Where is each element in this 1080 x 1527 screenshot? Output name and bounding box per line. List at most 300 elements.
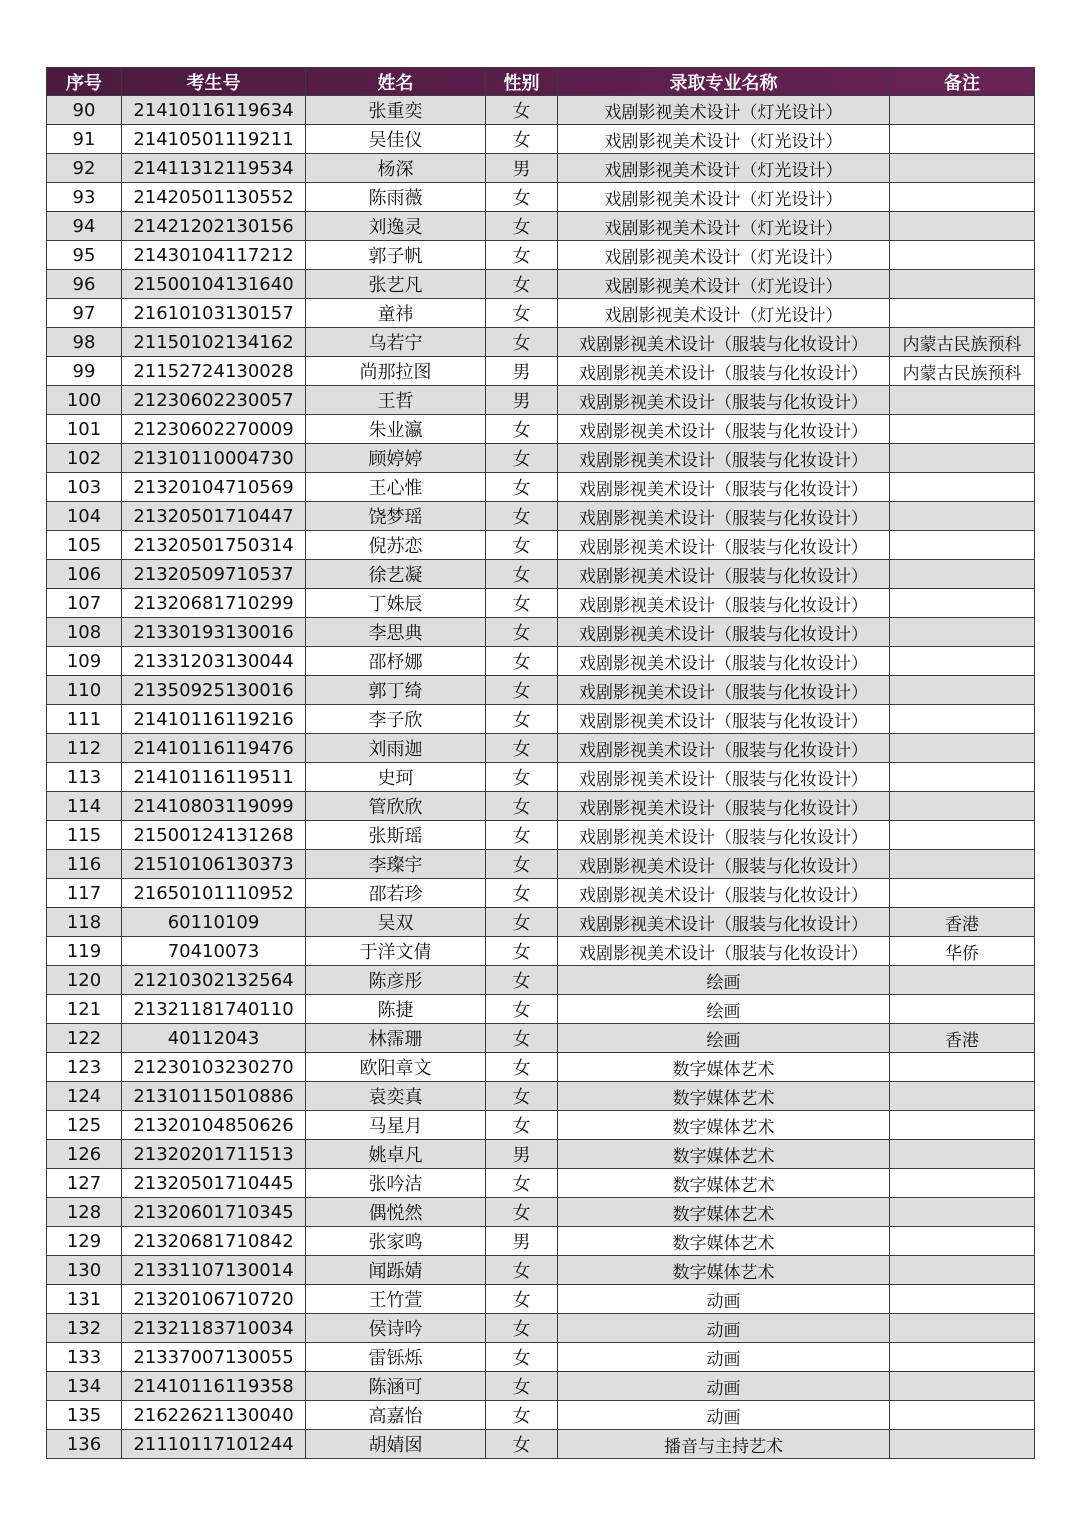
cell-gender: 女 bbox=[486, 560, 558, 589]
table-row bbox=[47, 386, 1035, 415]
cell-name: 张吟洁 bbox=[306, 1169, 486, 1198]
cell-major: 动画 bbox=[558, 1401, 890, 1430]
cell-remark bbox=[890, 792, 1035, 821]
cell-seq: 123 bbox=[47, 1053, 122, 1082]
cell-gender: 女 bbox=[486, 1198, 558, 1227]
cell-gender: 女 bbox=[486, 444, 558, 473]
table-row bbox=[47, 1430, 1035, 1459]
cell-major: 数字媒体艺术 bbox=[558, 1053, 890, 1082]
cell-gender: 男 bbox=[486, 357, 558, 386]
cell-name: 陈彦彤 bbox=[306, 966, 486, 995]
cell-gender: 女 bbox=[486, 125, 558, 154]
cell-name: 侯诗吟 bbox=[306, 1314, 486, 1343]
cell-exam-id: 21320601710345 bbox=[122, 1198, 306, 1227]
cell-remark bbox=[890, 1372, 1035, 1401]
cell-major: 戏剧影视美术设计（服装与化妆设计） bbox=[558, 763, 890, 792]
cell-name: 姚卓凡 bbox=[306, 1140, 486, 1169]
cell-gender: 女 bbox=[486, 1401, 558, 1430]
cell-name: 朱业瀛 bbox=[306, 415, 486, 444]
table-row bbox=[47, 995, 1035, 1024]
cell-remark bbox=[890, 676, 1035, 705]
cell-remark: 华侨 bbox=[890, 937, 1035, 966]
cell-gender: 女 bbox=[486, 995, 558, 1024]
cell-major: 戏剧影视美术设计（服装与化妆设计） bbox=[558, 879, 890, 908]
cell-exam-id: 21230602230057 bbox=[122, 386, 306, 415]
cell-exam-id: 21350925130016 bbox=[122, 676, 306, 705]
cell-name: 倪苏恋 bbox=[306, 531, 486, 560]
cell-exam-id: 21420501130552 bbox=[122, 183, 306, 212]
header-gender: 性别 bbox=[486, 68, 558, 96]
cell-major: 戏剧影视美术设计（服装与化妆设计） bbox=[558, 386, 890, 415]
table-row bbox=[47, 212, 1035, 241]
table-row bbox=[47, 1227, 1035, 1256]
table-row bbox=[47, 1111, 1035, 1140]
table-row bbox=[47, 96, 1035, 125]
cell-exam-id: 40112043 bbox=[122, 1024, 306, 1053]
cell-seq: 124 bbox=[47, 1082, 122, 1111]
cell-gender: 女 bbox=[486, 96, 558, 125]
cell-gender: 女 bbox=[486, 705, 558, 734]
cell-gender: 女 bbox=[486, 763, 558, 792]
cell-seq: 102 bbox=[47, 444, 122, 473]
cell-exam-id: 21152724130028 bbox=[122, 357, 306, 386]
cell-gender: 男 bbox=[486, 386, 558, 415]
table-body bbox=[47, 96, 1035, 1459]
table-row bbox=[47, 734, 1035, 763]
cell-exam-id: 21320681710299 bbox=[122, 589, 306, 618]
cell-exam-id: 21230103230270 bbox=[122, 1053, 306, 1082]
cell-name: 张艺凡 bbox=[306, 270, 486, 299]
cell-exam-id: 21320501710447 bbox=[122, 502, 306, 531]
cell-name: 乌若宁 bbox=[306, 328, 486, 357]
cell-name: 尚那拉图 bbox=[306, 357, 486, 386]
cell-major: 戏剧影视美术设计（服装与化妆设计） bbox=[558, 560, 890, 589]
table-row bbox=[47, 415, 1035, 444]
header-major: 录取专业名称 bbox=[558, 68, 890, 96]
cell-seq: 103 bbox=[47, 473, 122, 502]
cell-name: 李子欣 bbox=[306, 705, 486, 734]
table-row bbox=[47, 299, 1035, 328]
cell-seq: 117 bbox=[47, 879, 122, 908]
cell-seq: 126 bbox=[47, 1140, 122, 1169]
cell-major: 戏剧影视美术设计（服装与化妆设计） bbox=[558, 850, 890, 879]
table-header-row bbox=[47, 68, 1035, 96]
table-row bbox=[47, 357, 1035, 386]
cell-remark bbox=[890, 1169, 1035, 1198]
cell-exam-id: 21410116119476 bbox=[122, 734, 306, 763]
cell-remark bbox=[890, 241, 1035, 270]
cell-gender: 男 bbox=[486, 154, 558, 183]
cell-remark bbox=[890, 96, 1035, 125]
cell-seq: 97 bbox=[47, 299, 122, 328]
cell-gender: 男 bbox=[486, 1140, 558, 1169]
cell-major: 数字媒体艺术 bbox=[558, 1227, 890, 1256]
cell-major: 戏剧影视美术设计（服装与化妆设计） bbox=[558, 357, 890, 386]
cell-remark bbox=[890, 763, 1035, 792]
cell-major: 戏剧影视美术设计（服装与化妆设计） bbox=[558, 328, 890, 357]
cell-seq: 98 bbox=[47, 328, 122, 357]
cell-major: 戏剧影视美术设计（服装与化妆设计） bbox=[558, 821, 890, 850]
cell-remark bbox=[890, 618, 1035, 647]
cell-remark bbox=[890, 1198, 1035, 1227]
cell-remark bbox=[890, 1401, 1035, 1430]
cell-major: 数字媒体艺术 bbox=[558, 1169, 890, 1198]
cell-seq: 108 bbox=[47, 618, 122, 647]
cell-exam-id: 21320201711513 bbox=[122, 1140, 306, 1169]
cell-name: 胡婧囡 bbox=[306, 1430, 486, 1459]
cell-gender: 女 bbox=[486, 270, 558, 299]
cell-major: 动画 bbox=[558, 1343, 890, 1372]
cell-exam-id: 21410803119099 bbox=[122, 792, 306, 821]
cell-gender: 女 bbox=[486, 647, 558, 676]
header-seq: 序号 bbox=[47, 68, 122, 96]
cell-exam-id: 21411312119534 bbox=[122, 154, 306, 183]
cell-name: 闻跞婧 bbox=[306, 1256, 486, 1285]
cell-gender: 女 bbox=[486, 618, 558, 647]
cell-major: 戏剧影视美术设计（灯光设计） bbox=[558, 96, 890, 125]
table-row bbox=[47, 444, 1035, 473]
cell-gender: 女 bbox=[486, 328, 558, 357]
cell-name: 陈雨薇 bbox=[306, 183, 486, 212]
cell-major: 戏剧影视美术设计（服装与化妆设计） bbox=[558, 589, 890, 618]
cell-major: 戏剧影视美术设计（服装与化妆设计） bbox=[558, 705, 890, 734]
table-row bbox=[47, 1198, 1035, 1227]
table-row bbox=[47, 125, 1035, 154]
cell-seq: 105 bbox=[47, 531, 122, 560]
cell-major: 戏剧影视美术设计（灯光设计） bbox=[558, 154, 890, 183]
table-row bbox=[47, 183, 1035, 212]
cell-gender: 女 bbox=[486, 966, 558, 995]
cell-remark bbox=[890, 502, 1035, 531]
cell-gender: 女 bbox=[486, 821, 558, 850]
cell-major: 戏剧影视美术设计（服装与化妆设计） bbox=[558, 502, 890, 531]
cell-remark bbox=[890, 299, 1035, 328]
cell-seq: 94 bbox=[47, 212, 122, 241]
cell-remark bbox=[890, 1140, 1035, 1169]
cell-seq: 95 bbox=[47, 241, 122, 270]
cell-exam-id: 21500124131268 bbox=[122, 821, 306, 850]
cell-major: 绘画 bbox=[558, 995, 890, 1024]
cell-remark bbox=[890, 415, 1035, 444]
cell-remark: 香港 bbox=[890, 1024, 1035, 1053]
header-exam-id: 考生号 bbox=[122, 68, 306, 96]
cell-seq: 120 bbox=[47, 966, 122, 995]
table-row bbox=[47, 1256, 1035, 1285]
cell-gender: 女 bbox=[486, 589, 558, 618]
cell-name: 刘雨迦 bbox=[306, 734, 486, 763]
cell-gender: 女 bbox=[486, 1053, 558, 1082]
cell-exam-id: 21410116119511 bbox=[122, 763, 306, 792]
table-row bbox=[47, 560, 1035, 589]
table-row bbox=[47, 1169, 1035, 1198]
cell-exam-id: 21320104850626 bbox=[122, 1111, 306, 1140]
cell-name: 管欣欣 bbox=[306, 792, 486, 821]
cell-exam-id: 21330193130016 bbox=[122, 618, 306, 647]
cell-name: 高嘉怡 bbox=[306, 1401, 486, 1430]
cell-major: 戏剧影视美术设计（灯光设计） bbox=[558, 183, 890, 212]
cell-exam-id: 21320104710569 bbox=[122, 473, 306, 502]
cell-remark bbox=[890, 1285, 1035, 1314]
cell-exam-id: 21410116119358 bbox=[122, 1372, 306, 1401]
cell-exam-id: 21210302132564 bbox=[122, 966, 306, 995]
table-row bbox=[47, 1140, 1035, 1169]
cell-name: 刘逸灵 bbox=[306, 212, 486, 241]
cell-gender: 女 bbox=[486, 1314, 558, 1343]
cell-seq: 116 bbox=[47, 850, 122, 879]
cell-exam-id: 21510106130373 bbox=[122, 850, 306, 879]
cell-major: 数字媒体艺术 bbox=[558, 1082, 890, 1111]
cell-remark bbox=[890, 154, 1035, 183]
cell-gender: 女 bbox=[486, 1343, 558, 1372]
cell-remark bbox=[890, 850, 1035, 879]
cell-major: 动画 bbox=[558, 1285, 890, 1314]
cell-remark bbox=[890, 1227, 1035, 1256]
cell-seq: 119 bbox=[47, 937, 122, 966]
cell-gender: 女 bbox=[486, 531, 558, 560]
cell-major: 绘画 bbox=[558, 966, 890, 995]
cell-exam-id: 21622621130040 bbox=[122, 1401, 306, 1430]
cell-seq: 128 bbox=[47, 1198, 122, 1227]
cell-exam-id: 21410116119634 bbox=[122, 96, 306, 125]
cell-major: 戏剧影视美术设计（服装与化妆设计） bbox=[558, 444, 890, 473]
cell-seq: 92 bbox=[47, 154, 122, 183]
cell-exam-id: 21320501710445 bbox=[122, 1169, 306, 1198]
table-row bbox=[47, 241, 1035, 270]
cell-exam-id: 21230602270009 bbox=[122, 415, 306, 444]
cell-gender: 女 bbox=[486, 908, 558, 937]
cell-exam-id: 21331107130014 bbox=[122, 1256, 306, 1285]
cell-remark bbox=[890, 1111, 1035, 1140]
cell-major: 戏剧影视美术设计（灯光设计） bbox=[558, 270, 890, 299]
cell-major: 动画 bbox=[558, 1372, 890, 1401]
cell-name: 童祎 bbox=[306, 299, 486, 328]
table-row bbox=[47, 937, 1035, 966]
cell-exam-id: 21410501119211 bbox=[122, 125, 306, 154]
cell-seq: 90 bbox=[47, 96, 122, 125]
cell-remark bbox=[890, 1053, 1035, 1082]
cell-name: 陈涵可 bbox=[306, 1372, 486, 1401]
cell-name: 雷铄烁 bbox=[306, 1343, 486, 1372]
cell-remark: 香港 bbox=[890, 908, 1035, 937]
cell-name: 郭子帆 bbox=[306, 241, 486, 270]
cell-name: 王竹萱 bbox=[306, 1285, 486, 1314]
cell-major: 戏剧影视美术设计（服装与化妆设计） bbox=[558, 937, 890, 966]
cell-name: 王哲 bbox=[306, 386, 486, 415]
cell-major: 数字媒体艺术 bbox=[558, 1256, 890, 1285]
table-row bbox=[47, 1082, 1035, 1111]
cell-seq: 112 bbox=[47, 734, 122, 763]
table-row bbox=[47, 1372, 1035, 1401]
cell-exam-id: 21321181740110 bbox=[122, 995, 306, 1024]
cell-seq: 127 bbox=[47, 1169, 122, 1198]
table-row bbox=[47, 676, 1035, 705]
cell-exam-id: 21410116119216 bbox=[122, 705, 306, 734]
cell-exam-id: 21337007130055 bbox=[122, 1343, 306, 1372]
cell-exam-id: 21320681710842 bbox=[122, 1227, 306, 1256]
cell-name: 吴双 bbox=[306, 908, 486, 937]
cell-gender: 女 bbox=[486, 937, 558, 966]
cell-major: 戏剧影视美术设计（服装与化妆设计） bbox=[558, 792, 890, 821]
cell-major: 戏剧影视美术设计（服装与化妆设计） bbox=[558, 473, 890, 502]
cell-gender: 女 bbox=[486, 1082, 558, 1111]
cell-name: 张斯瑶 bbox=[306, 821, 486, 850]
header-name: 姓名 bbox=[306, 68, 486, 96]
cell-exam-id: 21320501750314 bbox=[122, 531, 306, 560]
table-row bbox=[47, 647, 1035, 676]
table-row bbox=[47, 154, 1035, 183]
cell-remark bbox=[890, 879, 1035, 908]
table-row bbox=[47, 1024, 1035, 1053]
cell-major: 绘画 bbox=[558, 1024, 890, 1053]
cell-seq: 115 bbox=[47, 821, 122, 850]
cell-seq: 91 bbox=[47, 125, 122, 154]
cell-seq: 132 bbox=[47, 1314, 122, 1343]
table-row bbox=[47, 1343, 1035, 1372]
cell-remark bbox=[890, 734, 1035, 763]
cell-remark: 内蒙古民族预科 bbox=[890, 328, 1035, 357]
cell-remark bbox=[890, 386, 1035, 415]
cell-major: 戏剧影视美术设计（服装与化妆设计） bbox=[558, 415, 890, 444]
table-row bbox=[47, 1285, 1035, 1314]
cell-major: 动画 bbox=[558, 1314, 890, 1343]
cell-gender: 女 bbox=[486, 415, 558, 444]
cell-major: 戏剧影视美术设计（服装与化妆设计） bbox=[558, 908, 890, 937]
table-row bbox=[47, 1314, 1035, 1343]
cell-major: 戏剧影视美术设计（服装与化妆设计） bbox=[558, 676, 890, 705]
cell-gender: 男 bbox=[486, 1227, 558, 1256]
cell-remark bbox=[890, 183, 1035, 212]
cell-seq: 135 bbox=[47, 1401, 122, 1430]
cell-seq: 99 bbox=[47, 357, 122, 386]
cell-seq: 129 bbox=[47, 1227, 122, 1256]
cell-exam-id: 21500104131640 bbox=[122, 270, 306, 299]
cell-name: 杨深 bbox=[306, 154, 486, 183]
table-row bbox=[47, 473, 1035, 502]
cell-exam-id: 21320106710720 bbox=[122, 1285, 306, 1314]
cell-major: 戏剧影视美术设计（灯光设计） bbox=[558, 241, 890, 270]
table-row bbox=[47, 763, 1035, 792]
table-row bbox=[47, 908, 1035, 937]
table-row bbox=[47, 879, 1035, 908]
cell-name: 丁姝辰 bbox=[306, 589, 486, 618]
cell-remark bbox=[890, 1343, 1035, 1372]
table-row bbox=[47, 328, 1035, 357]
cell-seq: 93 bbox=[47, 183, 122, 212]
cell-gender: 女 bbox=[486, 241, 558, 270]
cell-name: 邵杼娜 bbox=[306, 647, 486, 676]
cell-name: 于洋文倩 bbox=[306, 937, 486, 966]
cell-name: 邵若珍 bbox=[306, 879, 486, 908]
cell-major: 戏剧影视美术设计（灯光设计） bbox=[558, 212, 890, 241]
cell-major: 戏剧影视美术设计（服装与化妆设计） bbox=[558, 647, 890, 676]
cell-remark bbox=[890, 1430, 1035, 1459]
cell-seq: 133 bbox=[47, 1343, 122, 1372]
cell-seq: 121 bbox=[47, 995, 122, 1024]
cell-seq: 134 bbox=[47, 1372, 122, 1401]
table-row bbox=[47, 1053, 1035, 1082]
cell-name: 陈捷 bbox=[306, 995, 486, 1024]
table-row bbox=[47, 531, 1035, 560]
cell-seq: 118 bbox=[47, 908, 122, 937]
table-row bbox=[47, 705, 1035, 734]
cell-exam-id: 21331203130044 bbox=[122, 647, 306, 676]
cell-remark bbox=[890, 1256, 1035, 1285]
cell-exam-id: 21610103130157 bbox=[122, 299, 306, 328]
cell-remark bbox=[890, 444, 1035, 473]
cell-name: 林霈珊 bbox=[306, 1024, 486, 1053]
cell-exam-id: 21321183710034 bbox=[122, 1314, 306, 1343]
table-row bbox=[47, 966, 1035, 995]
cell-gender: 女 bbox=[486, 473, 558, 502]
cell-remark bbox=[890, 705, 1035, 734]
cell-exam-id: 60110109 bbox=[122, 908, 306, 937]
cell-remark bbox=[890, 589, 1035, 618]
cell-gender: 女 bbox=[486, 850, 558, 879]
cell-gender: 女 bbox=[486, 502, 558, 531]
cell-remark bbox=[890, 125, 1035, 154]
cell-remark bbox=[890, 1314, 1035, 1343]
cell-gender: 女 bbox=[486, 1111, 558, 1140]
cell-exam-id: 21150102134162 bbox=[122, 328, 306, 357]
cell-gender: 女 bbox=[486, 879, 558, 908]
cell-gender: 女 bbox=[486, 212, 558, 241]
cell-major: 戏剧影视美术设计（服装与化妆设计） bbox=[558, 531, 890, 560]
table-row bbox=[47, 270, 1035, 299]
cell-exam-id: 21110117101244 bbox=[122, 1430, 306, 1459]
cell-gender: 女 bbox=[486, 1169, 558, 1198]
cell-major: 播音与主持艺术 bbox=[558, 1430, 890, 1459]
table-row bbox=[47, 618, 1035, 647]
cell-exam-id: 21310115010886 bbox=[122, 1082, 306, 1111]
cell-remark bbox=[890, 531, 1035, 560]
cell-name: 顾婷婷 bbox=[306, 444, 486, 473]
cell-name: 吴佳仪 bbox=[306, 125, 486, 154]
cell-remark bbox=[890, 473, 1035, 502]
cell-seq: 101 bbox=[47, 415, 122, 444]
cell-gender: 女 bbox=[486, 183, 558, 212]
cell-gender: 女 bbox=[486, 1285, 558, 1314]
cell-exam-id: 21650101110952 bbox=[122, 879, 306, 908]
cell-exam-id: 21310110004730 bbox=[122, 444, 306, 473]
table-row bbox=[47, 792, 1035, 821]
cell-seq: 113 bbox=[47, 763, 122, 792]
cell-major: 戏剧影视美术设计（服装与化妆设计） bbox=[558, 618, 890, 647]
cell-name: 张家鸣 bbox=[306, 1227, 486, 1256]
cell-major: 数字媒体艺术 bbox=[558, 1198, 890, 1227]
cell-name: 张重奕 bbox=[306, 96, 486, 125]
header-remark: 备注 bbox=[890, 68, 1035, 96]
cell-name: 史珂 bbox=[306, 763, 486, 792]
table-row bbox=[47, 821, 1035, 850]
cell-gender: 女 bbox=[486, 299, 558, 328]
cell-gender: 女 bbox=[486, 1372, 558, 1401]
cell-seq: 109 bbox=[47, 647, 122, 676]
cell-seq: 111 bbox=[47, 705, 122, 734]
cell-remark bbox=[890, 966, 1035, 995]
cell-gender: 女 bbox=[486, 734, 558, 763]
cell-gender: 女 bbox=[486, 1024, 558, 1053]
cell-gender: 女 bbox=[486, 676, 558, 705]
cell-remark bbox=[890, 270, 1035, 299]
cell-remark: 内蒙古民族预科 bbox=[890, 357, 1035, 386]
cell-remark bbox=[890, 1082, 1035, 1111]
table-row bbox=[47, 1401, 1035, 1430]
cell-seq: 100 bbox=[47, 386, 122, 415]
cell-major: 数字媒体艺术 bbox=[558, 1140, 890, 1169]
cell-exam-id: 21320509710537 bbox=[122, 560, 306, 589]
cell-seq: 106 bbox=[47, 560, 122, 589]
cell-name: 王心惟 bbox=[306, 473, 486, 502]
